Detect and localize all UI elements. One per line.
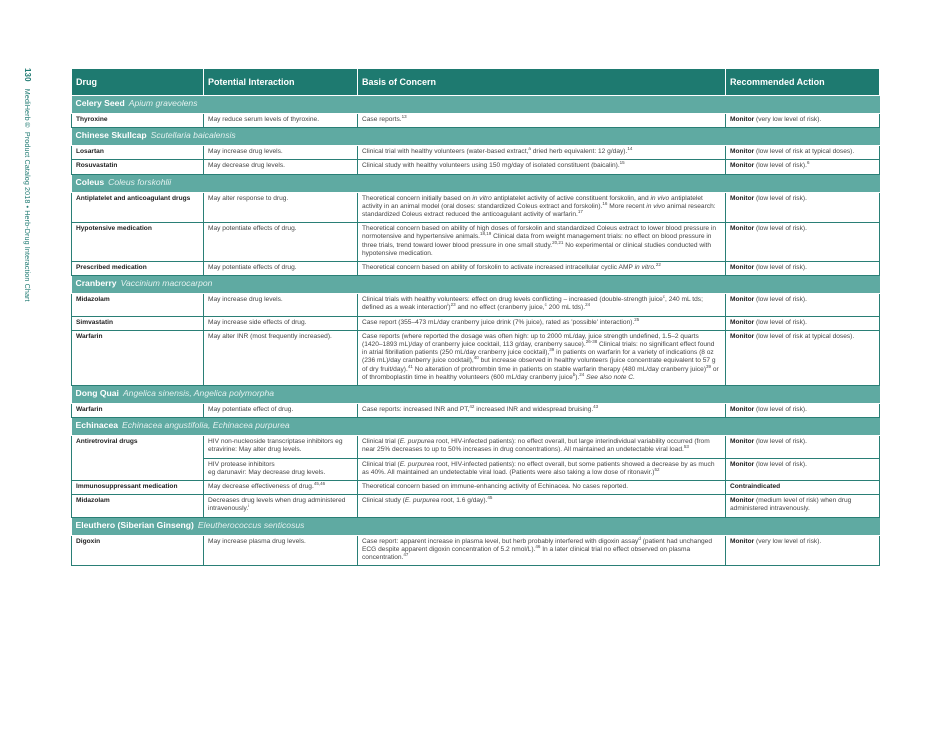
interaction-cell: May alter response to drug.: [204, 192, 358, 223]
herb-name: Celery Seed: [75, 98, 125, 108]
drug-cell: Midazolam: [72, 495, 204, 517]
table-row: [72, 330, 880, 385]
interaction-cell: May increase plasma drug levels.: [204, 535, 358, 566]
herb-latin-name: Apium graveolens: [128, 98, 198, 108]
herb-section-echinacea: [72, 418, 880, 436]
interaction-cell: May decrease effectiveness of drug.$^{45,46}$: [204, 481, 358, 495]
action-cell: Monitor (very low level of risk).: [726, 114, 880, 128]
action-cell: Monitor (low level of risk).: [726, 404, 880, 418]
basis-cell: Clinical trial (E. purpurea root, HIV-infected patients): no effect overall, but large interindividual variability occurred (from near 25% decreases to up to 50% increases in drug concentrations). All maintained an undetectable viral load.$^{53}$: [358, 436, 726, 458]
drug-cell: Antiretroviral drugs: [72, 436, 204, 481]
table-row: [72, 481, 880, 495]
interaction-cell: May reduce serum levels of thyroxine.: [204, 114, 358, 128]
herb-name: Cranberry: [75, 278, 117, 289]
action-cell: Monitor (low level of risk at typical doses).: [726, 146, 880, 160]
drug-cell: Digoxin: [72, 535, 204, 566]
basis-cell: Case reports (where reported the dosage was often high: up to 2000 mL/day, juice strength undefined, 1.5–2 quarts (1420–1893 mL)/day of cranberry juice cocktail, 113 g/day, cranberry sauce).$^{26-38}$ Clinical trials: no significant effect found in atrial fibrillation patients (250 mL/day cranberry juice cocktail),$^{39}$ in patients on warfarin for a variety of indications (8 oz (236 mL)/day cranberry juice cocktail),$^{40}$ but increase observed in healthy volunteers (juice concentrate equivalent to 57 g of dry fruit/day).$^{41}$ No alteration of prothrombin time in patients on stable warfarin therapy (480 mL/day cranberry juice)$^{39}$ or of thromboplastin time in healthy volunteers (600 mL/day cranberry juice$^b$).$^{24}$ See also note C.: [358, 330, 726, 385]
action-cell: Monitor (low level of risk).: [726, 262, 880, 276]
side-running-header: [23, 68, 32, 302]
interaction-cell: HIV non-nucleoside transcriptase inhibitors eg etravirine: May alter drug levels.: [204, 436, 358, 458]
action-cell: Contraindicated: [726, 481, 880, 495]
interaction-cell: May increase drug levels.: [204, 146, 358, 160]
interaction-cell: May potentiate effect of drug.: [204, 404, 358, 418]
header-interaction: Potential Interaction: [204, 69, 358, 96]
drug-cell: Warfarin: [72, 404, 204, 418]
herb-name: Echinacea: [75, 420, 119, 431]
herb-section-chinese-skullcap: [72, 128, 880, 146]
table-header-row: [72, 69, 880, 96]
basis-cell: Clinical trials with healthy volunteers: effect on drug levels conflicting – increased (double-strength juice$^c$, 240 mL tds; defined as a weak interaction$^i$)$^{23}$ and no effect (cranberry juice,$^c$ 200 mL tds).$^{24}$: [358, 294, 726, 316]
basis-cell: Theoretical concern based on immune-enhancing activity of Echinacea. No cases reported.: [358, 481, 726, 495]
herb-latin-name: Angelica sinensis, Angelica polymorpha: [122, 388, 275, 399]
basis-cell: Case report: apparent increase in plasma level, but herb probably interfered with digoxin assay$^d$ (patient had unchanged ECG despite apparent digoxin concentration of 5.2 nmol/L).$^{46}$ In a later clinical trial no effect observed on plasma concentration.$^{47}$: [358, 535, 726, 566]
herb-section-eleuthero: [72, 517, 880, 535]
herb-name: Eleuthero (Siberian Ginseng): [75, 519, 194, 530]
running-title: MediHerb® Product Catalog 2018 • Herb-Drug Interaction Chart: [23, 88, 32, 302]
header-action: Recommended Action: [726, 69, 880, 96]
page-number: 130: [23, 68, 32, 82]
interaction-cell: Decreases drug levels when drug administered intravenously.$^i$: [204, 495, 358, 517]
drug-cell: Immunosuppressant medication: [72, 481, 204, 495]
drug-cell: Antiplatelet and anticoagulant drugs: [72, 192, 204, 223]
herb-name: Chinese Skullcap: [75, 130, 147, 141]
herb-section-dong-quai: [72, 386, 880, 404]
drug-cell: Losartan: [72, 146, 204, 160]
action-cell: Monitor (low level of risk).$^6$: [726, 160, 880, 174]
header-basis: Basis of Concern: [358, 69, 726, 96]
interaction-cell: May alter INR (most frequently increased).: [204, 330, 358, 385]
basis-cell: Clinical trial (E. purpurea root, HIV-infected patients): no effect overall, but some patients showed a decrease by as much as 40%. All maintained an undetectable viral load. (Patients were also taking a low dose of ritonavir.)$^{52}$: [358, 458, 726, 480]
interaction-cell: HIV protease inhibitors eg darunavir: May decrease drug levels.: [204, 458, 358, 480]
herb-name: Coleus: [75, 176, 105, 187]
interaction-cell: May decrease drug levels.: [204, 160, 358, 174]
herb-section-cranberry: [72, 276, 880, 294]
herb-latin-name: Echinacea angustifolia, Echinacea purpurea: [122, 420, 290, 431]
table-row: [72, 160, 880, 174]
drug-cell: Midazolam: [72, 294, 204, 316]
basis-cell: Clinical study (E. purpurea root, 1.6 g/day).$^{45}$: [358, 495, 726, 517]
action-cell: Monitor (medium level of risk) when drug administered intravenously.: [726, 495, 880, 517]
table-row: [72, 316, 880, 330]
herb-latin-name: Eleutherococcus senticosus: [197, 519, 305, 530]
table-row: [72, 436, 880, 458]
interaction-cell: May increase drug levels.: [204, 294, 358, 316]
drug-cell: Rosuvastatin: [72, 160, 204, 174]
action-cell: Monitor (low level of risk).: [726, 294, 880, 316]
action-cell: Monitor (low level of risk).: [726, 192, 880, 223]
interaction-cell: May potentiate effects of drug.: [204, 223, 358, 262]
herb-name: Dong Quai: [75, 388, 119, 399]
action-cell: Monitor (very low level of risk).: [726, 535, 880, 566]
drug-cell: Hypotensive medication: [72, 223, 204, 262]
herb-drug-interaction-table: [71, 68, 880, 566]
herb-latin-name: Coleus forskohlii: [108, 176, 172, 187]
table-row: [72, 114, 880, 128]
basis-cell: Theoretical concern based on ability of forskolin to activate increased intracellular cyclic AMP in vitro.$^{22}$: [358, 262, 726, 276]
table-row: [72, 294, 880, 316]
action-cell: Monitor (low level of risk at typical doses).: [726, 330, 880, 385]
basis-cell: Theoretical concern initially based on in vitro antiplatelet activity of active constituent forskolin, and in vivo antiplatelet activity in an animal model (oral doses: standardized Coleus extract and forskolin).$^{16}$ More recent in vivo animal research: standardized Coleus extract reduced the anticoagulant activity of warfarin.$^{17}$: [358, 192, 726, 223]
basis-cell: Case reports.$^{13}$: [358, 114, 726, 128]
table-row: [72, 262, 880, 276]
basis-cell: Theoretical concern based on ability of high doses of forskolin and standardized Coleus extract to lower blood pressure in normotensive and hypertensive animals.$^{18,19}$ Clinical data from weight management trials: no effect on blood pressure in three trials, trend toward lower blood pressure in one small study.$^{20,21}$ No experimental or clinical studies conducted with hypotensive medication.: [358, 223, 726, 262]
basis-cell: Case reports: increased INR and PT,$^{42}$ increased INR and widespread bruising.$^{43}$: [358, 404, 726, 418]
drug-cell: Thyroxine: [72, 114, 204, 128]
interaction-cell: May potentiate effects of drug.: [204, 262, 358, 276]
table-row: [72, 535, 880, 566]
header-drug: Drug: [72, 69, 204, 96]
table-row: [72, 404, 880, 418]
table-row: [72, 192, 880, 223]
basis-cell: Clinical trial with healthy volunteers (water-based extract,$^a$ dried herb equivalent: 12 g/day).$^{14}$: [358, 146, 726, 160]
table-row: [72, 495, 880, 517]
drug-cell: Warfarin: [72, 330, 204, 385]
action-cell: Monitor (low level of risk).: [726, 316, 880, 330]
drug-cell: Simvastatin: [72, 316, 204, 330]
action-cell: Monitor (low level of risk).: [726, 223, 880, 262]
herb-section-celery-seed: [72, 96, 880, 114]
interaction-cell: May increase side effects of drug.: [204, 316, 358, 330]
herb-latin-name: Scutellaria baicalensis: [150, 130, 236, 141]
basis-cell: Case report (355–473 mL/day cranberry juice drink (7% juice), rated as 'possible' interaction).$^{25}$: [358, 316, 726, 330]
action-cell: Monitor (low level of risk).: [726, 458, 880, 480]
table-row: [72, 146, 880, 160]
drug-cell: Prescribed medication: [72, 262, 204, 276]
herb-section-coleus: [72, 174, 880, 192]
herb-latin-name: Vaccinium macrocarpon: [120, 278, 213, 289]
action-cell: Monitor (low level of risk).: [726, 436, 880, 458]
basis-cell: Clinical study with healthy volunteers using 150 mg/day of isolated constituent (baicalin).$^{15}$: [358, 160, 726, 174]
table-row: [72, 223, 880, 262]
